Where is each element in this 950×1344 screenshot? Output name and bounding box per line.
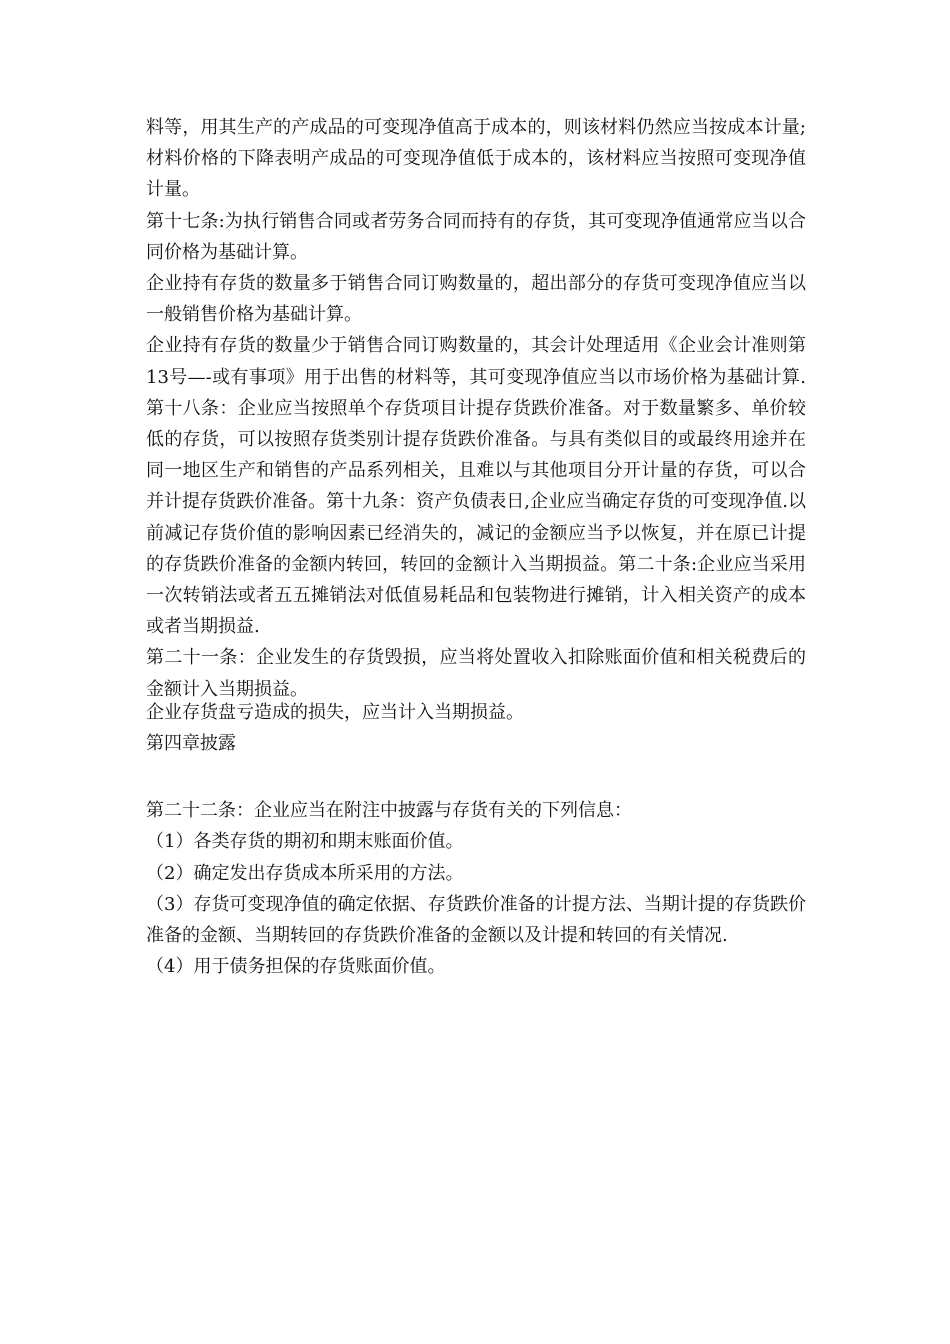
list-item-2: （2）确定发出存货成本所采用的方法。 bbox=[146, 862, 464, 884]
paragraph-inventory-loss: 企业存货盘亏造成的损失，应当计入当期损益。 bbox=[146, 701, 524, 723]
paragraph-article-17: 第十七条:为执行销售合同或者劳务合同而持有的存货，其可变现净值通常应当以合同价格为基础计算。 bbox=[146, 210, 806, 263]
paragraph-excess-inventory: 企业持有存货的数量多于销售合同订购数量的，超出部分的存货可变现净值应当以一般销售价格为基础计算。 bbox=[146, 273, 806, 326]
paragraph-article-21: 第二十一条：企业发生的存货毁损，应当将处置收入扣除账面价值和相关税费后的金额计入当期损益。 bbox=[146, 647, 806, 700]
list-item-1: （1）各类存货的期初和期末账面价值。 bbox=[146, 831, 464, 853]
paragraph-article-22: 第二十二条：企业应当在附注中披露与存货有关的下列信息： bbox=[146, 800, 632, 822]
paragraph-material-valuation: 料等，用其生产的产成品的可变现净值高于成本的，则该材料仍然应当按成本计量;材料价格的下降表明产成品的可变现净值低于成本的，该材料应当按照可变现净值计量。 bbox=[146, 117, 806, 201]
paragraph-articles-18-20: 企业持有存货的数量少于销售合同订购数量的，其会计处理适用《企业会计准则第13号—-或有事项》用于出售的材料等，其可变现净值应当以市场价格为基础计算.第十八条：企业应当按照单个存货项目计提存货跌价准备。对于数量繁多、单价较低的存货，可以按照存货类别计提存货跌价准备。与具有类似目的或最终用途并在同一地区生产和销售的产品系列相关，且难以与其他项目分开计量的存货，可以合并计提存货跌价准备。第十九条：资产负债表日,企业应当确定存货的可变现净值.以前减记存货价值的影响因素已经消失的，减记的金额应当予以恢复，并在原已计提的存货跌价准备的金额内转回，转回的金额计入当期损益。第二十条:企业应当采用一次转销法或者五五摊销法对低值易耗品和包装物进行摊销，计入相关资产的成本或者当期损益. bbox=[146, 335, 806, 638]
document-body bbox=[146, 112, 806, 982]
list-item-4: （4）用于债务担保的存货账面价值。 bbox=[146, 956, 446, 978]
chapter-heading: 第四章披露 bbox=[146, 733, 236, 755]
list-item-3: （3）存货可变现净值的确定依据、存货跌价准备的计提方法、当期计提的存货跌价准备的金额、当期转回的存货跌价准备的金额以及计提和转回的有关情况. bbox=[146, 893, 806, 947]
